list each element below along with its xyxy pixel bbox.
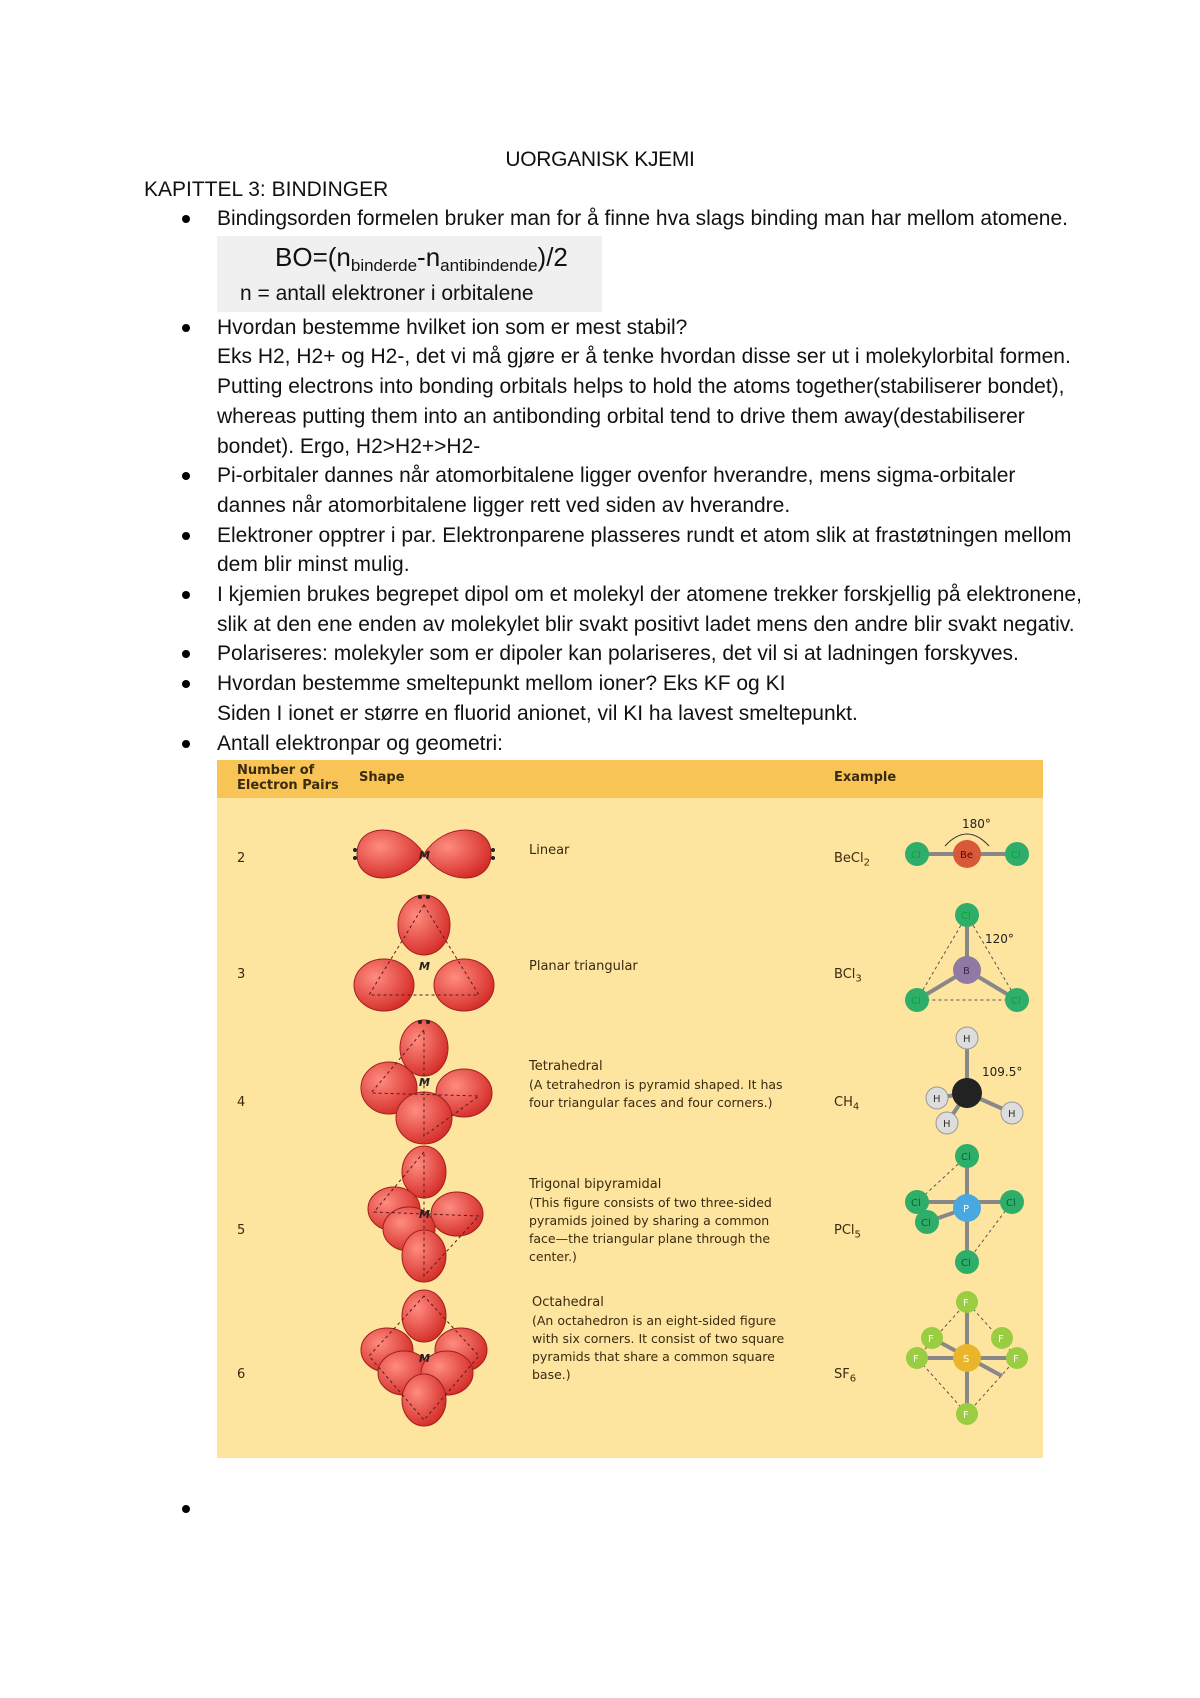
bullet-item — [144, 729, 1084, 1459]
example-formula: $SF_6$ — [834, 1367, 857, 1385]
table-header — [217, 760, 1043, 798]
svg-text:M: M — [419, 1076, 430, 1090]
bullet-text: Hvordan bestemme hvilket ion som er mest stabil? — [217, 315, 688, 339]
bullet-item — [144, 461, 1084, 520]
svg-text:H: H — [933, 1094, 941, 1106]
bcl3-molecule — [897, 895, 1037, 1015]
header-shape: Shape — [359, 770, 405, 786]
trigonal-bipyramidal-orbital-shape — [349, 1144, 499, 1284]
svg-text:Cl: Cl — [961, 911, 971, 923]
empty-bullet-dot — [182, 1505, 190, 1513]
bullet-dot — [182, 650, 190, 658]
svg-text:F: F — [928, 1334, 934, 1346]
geometry-row — [217, 1018, 1043, 1138]
bullet-continuation: Eks H2, H2+ og H2-, det vi må gjøre er å tenke hvordan disse ser ut i molekylorbital formen. Putting electrons into bonding orbitals helps to hold the atoms together(stabiliserer bondet), whereas putting them into an antibonding orbital tend to drive them away(destabiliserer bondet). Ergo, H2>H2+>H2- — [217, 345, 1071, 458]
geometry-table-figure — [217, 760, 1043, 1458]
pair-count: 5 — [237, 1223, 246, 1239]
bullet-item — [144, 669, 1084, 728]
svg-text:Cl: Cl — [961, 1152, 971, 1164]
svg-text:H: H — [1008, 1109, 1016, 1121]
svg-text:F: F — [963, 1410, 969, 1422]
formula-note: n = antall elektroner i orbitalene — [240, 281, 534, 305]
svg-text:M: M — [419, 1208, 430, 1222]
header-electron-pairs: Number of Electron Pairs — [237, 763, 339, 794]
svg-text:P: P — [963, 1204, 970, 1216]
bullet-dot — [182, 215, 190, 223]
header-example: Example — [834, 770, 897, 786]
svg-text:180°: 180° — [962, 817, 991, 832]
shape-name: Linear — [529, 843, 570, 859]
example-formula: PCl$_5$ — [834, 1223, 861, 1241]
formula-equation: $BO=(n_{binderde}-n_{antibindende})/2$ — [275, 241, 568, 275]
svg-text:Cl: Cl — [1011, 996, 1021, 1008]
shape-name: Octahedral — [532, 1295, 604, 1311]
svg-text:Cl: Cl — [911, 1198, 921, 1210]
svg-text:S: S — [963, 1354, 970, 1366]
svg-text:H: H — [963, 1034, 971, 1046]
svg-text:109.5°: 109.5° — [982, 1065, 1023, 1080]
bullet-text: I kjemien brukes begrepet dipol om et molekyl der atomene trekker forskjellig på elektronene, slik at den ene enden av molekylet blir svakt positivt ladet mens den andre blir svakt negativ. — [217, 583, 1082, 636]
bullet-text: Hvordan bestemme smeltepunkt mellom ioner? Eks KF og KI — [217, 672, 786, 696]
geometry-row — [217, 1295, 1043, 1432]
svg-text:F: F — [913, 1354, 919, 1366]
shape-description: (An octahedron is an eight-sided figure with six corners. It consist of two square pyramids that share a common square base.) — [532, 1313, 785, 1383]
svg-text:F: F — [998, 1334, 1004, 1346]
bullet-text: Bindingsorden formelen bruker man for å finne hva slags binding man har mellom atomene. — [217, 207, 1068, 230]
shape-description: (A tetrahedron is pyramid shaped. It has four triangular faces and four corners.) — [529, 1077, 783, 1111]
bullet-dot — [182, 532, 190, 540]
bullet-text: Elektroner opptrer i par. Elektronparene plasseres rundt et atom slik at frastøtningen mellom dem blir minst mulig. — [217, 523, 1072, 577]
svg-text:M: M — [419, 1352, 430, 1366]
shape-name: Tetrahedral — [529, 1059, 603, 1075]
svg-text:120°: 120° — [985, 932, 1014, 947]
sf6-molecule — [897, 1288, 1037, 1428]
bullet-text: Pi-orbitaler dannes når atomorbitalene ligger ovenfor hverandre, mens sigma-orbitaler dannes når atomorbitalene ligger rett ved siden av hverandre. — [217, 464, 1016, 517]
example-formula: $CH_4$ — [834, 1095, 860, 1113]
bond-order-formula — [217, 236, 602, 312]
chapter-heading: KAPITTEL 3: BINDINGER — [144, 178, 389, 201]
svg-text:Cl: Cl — [1006, 1198, 1016, 1210]
pair-count: 3 — [237, 967, 246, 983]
pair-count: 6 — [237, 1367, 246, 1383]
bullet-dot — [182, 472, 190, 480]
pcl5-molecule — [897, 1142, 1037, 1282]
bullet-dot — [182, 680, 190, 688]
bullet-list — [144, 204, 1084, 1458]
bullet-item — [144, 204, 1084, 312]
pair-count: 2 — [237, 851, 246, 867]
bullet-item — [144, 580, 1084, 639]
bullet-text: Antall elektronpar og geometri: — [217, 731, 503, 755]
pair-count: 4 — [237, 1095, 246, 1111]
example-formula: BeCl$_2$ — [834, 851, 870, 869]
bullet-dot — [182, 324, 190, 332]
svg-text:M: M — [419, 960, 430, 974]
svg-text:Cl: Cl — [1011, 850, 1021, 862]
svg-text:Cl: Cl — [921, 1218, 931, 1230]
geometry-row — [217, 890, 1043, 1010]
geometry-row — [217, 1152, 1043, 1276]
svg-text:F: F — [963, 1298, 969, 1310]
ch4-molecule — [897, 1018, 1037, 1148]
svg-text:Cl: Cl — [911, 996, 921, 1008]
bullet-dot — [182, 740, 190, 748]
linear-orbital-shape — [349, 804, 499, 904]
svg-text:H: H — [943, 1119, 951, 1131]
svg-text:Cl: Cl — [911, 850, 921, 862]
svg-text:M: M — [419, 849, 430, 863]
octahedral-orbital-shape — [349, 1288, 499, 1428]
svg-text:B: B — [963, 966, 970, 978]
bullet-item — [144, 313, 1084, 462]
tetrahedral-orbital-shape — [349, 1018, 499, 1148]
example-formula: BCl$_3$ — [834, 967, 862, 985]
svg-text:Be: Be — [960, 850, 974, 862]
document-title: UORGANISK KJEMI — [505, 148, 695, 171]
shape-name: Planar triangular — [529, 959, 638, 975]
becl2-molecule — [897, 814, 1037, 894]
bullet-text: Polariseres: molekyler som er dipoler kan polariseres, det vil si at ladningen forskyves. — [217, 642, 1019, 666]
svg-text:F: F — [1013, 1354, 1019, 1366]
planar-triangular-orbital-shape — [349, 890, 499, 1020]
bullet-item — [144, 639, 1084, 669]
shape-name: Trigonal bipyramidal — [529, 1177, 662, 1193]
svg-text:Cl: Cl — [961, 1258, 971, 1270]
bullet-item — [144, 521, 1084, 580]
bullet-continuation: Siden I ionet er større en fluorid anionet, vil KI ha lavest smeltepunkt. — [217, 701, 858, 725]
bullet-dot — [182, 591, 190, 599]
shape-description: (This figure consists of two three-sided pyramids joined by sharing a common face—the triangular plane through the center.) — [529, 1195, 772, 1265]
